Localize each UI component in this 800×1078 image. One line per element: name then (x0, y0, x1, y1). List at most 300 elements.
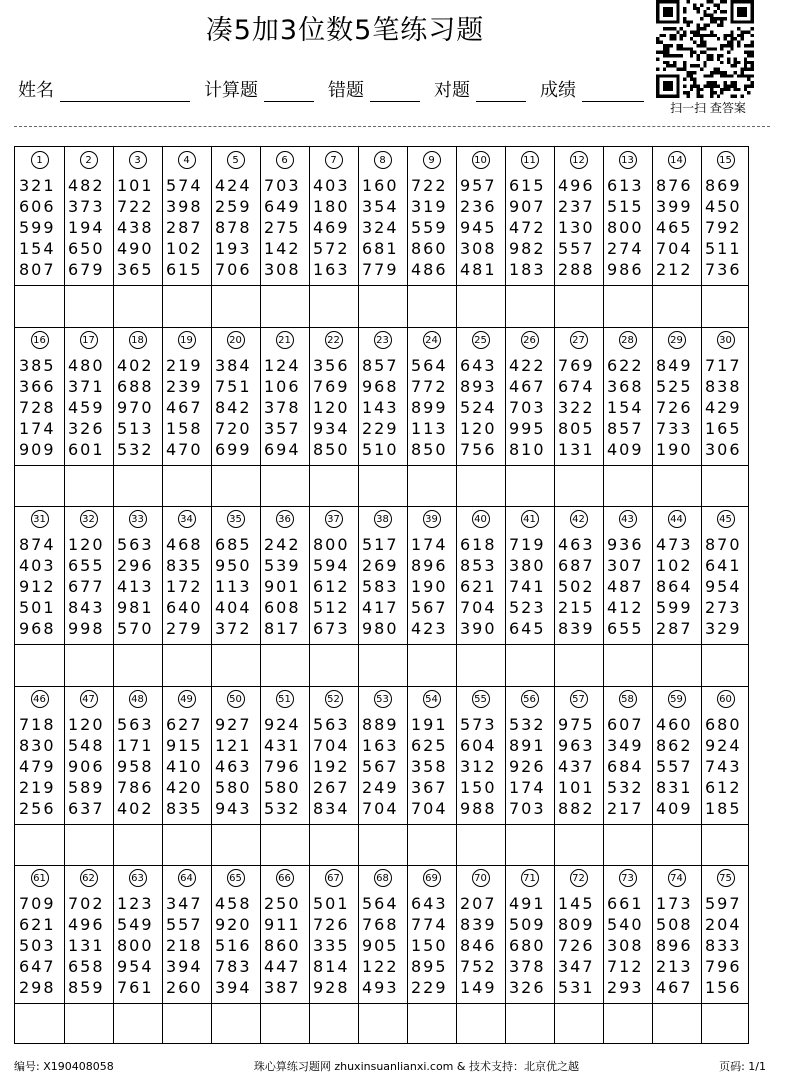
answer-cell[interactable] (113, 644, 162, 686)
problem-number-badge: 57 (570, 690, 588, 708)
addend-value: 859 (68, 978, 105, 997)
answer-cell[interactable] (15, 824, 64, 866)
problem-addends (166, 175, 203, 280)
answer-cell[interactable] (554, 644, 603, 686)
addend-value: 487 (607, 577, 644, 596)
addend-value: 809 (558, 915, 595, 934)
addend-value: 298 (19, 978, 56, 997)
problem-addends (313, 534, 350, 639)
answer-cell[interactable] (456, 1003, 505, 1045)
addend-value: 621 (460, 577, 497, 596)
addend-value: 796 (705, 957, 742, 976)
answer-cell[interactable] (652, 644, 701, 686)
answer-cell[interactable] (162, 285, 211, 327)
addend-value: 347 (166, 894, 203, 913)
addend-value: 385 (19, 355, 56, 375)
addend-value: 467 (656, 978, 693, 997)
addend-value: 510 (362, 439, 399, 459)
answer-cell[interactable] (64, 465, 113, 507)
addend-value: 306 (705, 439, 742, 459)
addend-value: 409 (656, 798, 693, 818)
problem-number-badge: 56 (521, 690, 539, 708)
answer-cell[interactable] (64, 285, 113, 327)
problem-number-badge: 40 (472, 510, 490, 528)
student-info-row (18, 70, 644, 102)
answer-cell[interactable] (603, 1003, 652, 1045)
answer-cell[interactable] (211, 285, 260, 327)
addend-value: 326 (68, 418, 105, 438)
answer-cell[interactable] (162, 1003, 211, 1045)
answer-cell[interactable] (505, 465, 554, 507)
addend-value: 927 (215, 714, 252, 734)
addend-value: 158 (166, 418, 203, 438)
addend-value: 681 (362, 239, 399, 258)
problem-number-badge: 70 (472, 869, 490, 887)
addend-value: 468 (166, 535, 203, 554)
addend-value: 358 (411, 756, 448, 776)
problem-number-badge: 75 (717, 869, 735, 887)
problem-addends (362, 893, 399, 998)
addend-value: 995 (509, 418, 546, 438)
answer-cell[interactable] (309, 285, 358, 327)
addend-value: 422 (509, 355, 546, 375)
answer-cell[interactable] (358, 824, 407, 866)
answer-cell[interactable] (113, 824, 162, 866)
answer-cell[interactable] (407, 824, 456, 866)
addend-value: 680 (705, 714, 742, 734)
grid-row-line (15, 686, 748, 687)
addend-value: 312 (460, 756, 497, 776)
addend-value: 926 (509, 756, 546, 776)
answer-cell[interactable] (701, 1003, 750, 1045)
answer-cell[interactable] (407, 285, 456, 327)
grid-column-line (407, 147, 408, 1043)
addend-value: 121 (215, 735, 252, 755)
addend-value: 508 (656, 915, 693, 934)
problem-addends (19, 355, 56, 460)
answer-cell[interactable] (162, 824, 211, 866)
addend-value: 467 (166, 397, 203, 417)
addend-value: 830 (19, 735, 56, 755)
answer-cell[interactable] (211, 824, 260, 866)
addend-value: 998 (68, 619, 105, 638)
answer-cell[interactable] (260, 465, 309, 507)
addend-value: 805 (558, 418, 595, 438)
addend-value: 643 (411, 894, 448, 913)
problem-number-badge: 49 (178, 690, 196, 708)
addend-value: 604 (460, 735, 497, 755)
problem-number-badge: 34 (178, 510, 196, 528)
addend-value: 658 (68, 957, 105, 976)
addend-value: 156 (705, 978, 742, 997)
addend-value: 833 (705, 936, 742, 955)
addend-value: 193 (215, 239, 252, 258)
answer-cell[interactable] (162, 465, 211, 507)
addend-value: 704 (656, 239, 693, 258)
addend-value: 857 (362, 355, 399, 375)
addend-value: 501 (313, 894, 350, 913)
addend-value: 174 (509, 777, 546, 797)
addend-value: 717 (705, 355, 742, 375)
problem-addends (509, 355, 546, 460)
problem-number-badge: 2 (80, 151, 98, 169)
addend-value: 491 (509, 894, 546, 913)
problem-addends (607, 534, 644, 639)
answer-cell[interactable] (652, 1003, 701, 1045)
problem-addends (656, 714, 693, 819)
problem-number-badge: 17 (80, 331, 98, 349)
addend-value: 174 (411, 535, 448, 554)
answer-cell[interactable] (456, 465, 505, 507)
addend-value: 893 (460, 376, 497, 396)
addend-value: 437 (558, 756, 595, 776)
answer-cell[interactable] (64, 644, 113, 686)
addend-value: 373 (68, 197, 105, 216)
addend-value: 275 (264, 218, 301, 237)
answer-cell[interactable] (358, 285, 407, 327)
addend-value: 726 (656, 397, 693, 417)
addend-value: 728 (19, 397, 56, 417)
grid-column-line (603, 147, 604, 1043)
problem-number-badge: 26 (521, 331, 539, 349)
addend-value: 597 (705, 894, 742, 913)
addend-value: 273 (705, 598, 742, 617)
addend-value: 878 (215, 218, 252, 237)
addend-value: 356 (313, 355, 350, 375)
problem-number-badge: 21 (276, 331, 294, 349)
addend-value: 557 (558, 239, 595, 258)
addend-value: 131 (558, 439, 595, 459)
problem-number-badge: 35 (227, 510, 245, 528)
addend-value: 699 (215, 439, 252, 459)
problem-addends (313, 893, 350, 998)
addend-value: 113 (215, 577, 252, 596)
problem-number-badge: 19 (178, 331, 196, 349)
answer-cell[interactable] (554, 465, 603, 507)
addend-value: 800 (313, 535, 350, 554)
problem-addends (460, 893, 497, 998)
addend-value: 583 (362, 577, 399, 596)
addend-value: 459 (68, 397, 105, 417)
addend-value: 954 (705, 577, 742, 596)
answer-cell[interactable] (505, 285, 554, 327)
answer-cell[interactable] (358, 1003, 407, 1045)
addend-value: 399 (656, 197, 693, 216)
addend-value: 557 (166, 915, 203, 934)
addend-value: 817 (264, 619, 301, 638)
qr-code-icon[interactable] (656, 0, 754, 98)
score-field[interactable] (582, 79, 644, 102)
addend-value: 288 (558, 260, 595, 279)
addend-value: 160 (362, 176, 399, 195)
addend-value: 120 (68, 714, 105, 734)
problem-number-badge: 71 (521, 869, 539, 887)
problem-number-badge: 6 (276, 151, 294, 169)
problem-number-badge: 53 (374, 690, 392, 708)
addend-value: 237 (558, 197, 595, 216)
addend-value: 936 (607, 535, 644, 554)
addend-value: 192 (313, 756, 350, 776)
addend-value: 615 (509, 176, 546, 195)
answer-cell[interactable] (309, 1003, 358, 1045)
answer-cell[interactable] (15, 285, 64, 327)
addend-value: 906 (68, 756, 105, 776)
answer-cell[interactable] (309, 824, 358, 866)
addend-value: 559 (411, 218, 448, 237)
name-field[interactable] (60, 79, 190, 102)
calc-count-field[interactable] (264, 79, 314, 102)
addend-value: 398 (166, 197, 203, 216)
addend-value: 835 (166, 798, 203, 818)
answer-cell[interactable] (15, 644, 64, 686)
problem-number-badge: 12 (570, 151, 588, 169)
grid-column-line (358, 147, 359, 1043)
addend-value: 502 (558, 577, 595, 596)
wrong-count-label: 错题 (328, 80, 364, 101)
problem-addends (117, 175, 154, 280)
addend-value: 736 (705, 260, 742, 279)
addend-value: 106 (264, 376, 301, 396)
addend-value: 950 (215, 556, 252, 575)
addend-value: 599 (656, 598, 693, 617)
problem-addends (166, 534, 203, 639)
addend-value: 349 (607, 735, 644, 755)
problem-number-badge: 3 (129, 151, 147, 169)
answer-cell[interactable] (554, 1003, 603, 1045)
problem-number-badge: 36 (276, 510, 294, 528)
answer-cell[interactable] (505, 824, 554, 866)
answer-cell[interactable] (64, 824, 113, 866)
addend-value: 857 (607, 418, 644, 438)
answer-cell[interactable] (162, 644, 211, 686)
answer-cell[interactable] (652, 465, 701, 507)
footer-page: 页码: 1/1 (719, 1060, 766, 1073)
addend-value: 242 (264, 535, 301, 554)
answer-cell[interactable] (603, 644, 652, 686)
answer-cell[interactable] (407, 1003, 456, 1045)
problem-number-badge: 30 (717, 331, 735, 349)
addend-value: 287 (166, 218, 203, 237)
addend-value: 702 (68, 894, 105, 913)
addend-value: 889 (362, 714, 399, 734)
problem-number-badge: 15 (717, 151, 735, 169)
problem-addends (411, 175, 448, 280)
addend-value: 447 (264, 957, 301, 976)
answer-cell[interactable] (260, 1003, 309, 1045)
addend-value: 743 (705, 756, 742, 776)
answer-cell[interactable] (456, 285, 505, 327)
addend-value: 612 (705, 777, 742, 797)
problem-grid (14, 146, 749, 1044)
problem-number-badge: 33 (129, 510, 147, 528)
addend-value: 470 (166, 439, 203, 459)
addend-value: 378 (264, 397, 301, 417)
problem-addends (705, 714, 742, 819)
grid-column-line (505, 147, 506, 1043)
addend-value: 687 (558, 556, 595, 575)
addend-value: 709 (19, 894, 56, 913)
addend-value: 402 (117, 355, 154, 375)
problem-number-badge: 66 (276, 869, 294, 887)
answer-cell[interactable] (603, 824, 652, 866)
grid-column-line (701, 147, 702, 1043)
answer-cell[interactable] (603, 285, 652, 327)
answer-cell[interactable] (15, 1003, 64, 1045)
problem-number-badge: 39 (423, 510, 441, 528)
answer-cell[interactable] (554, 285, 603, 327)
addend-value: 567 (362, 756, 399, 776)
answer-cell[interactable] (407, 644, 456, 686)
problem-number-badge: 69 (423, 869, 441, 887)
grid-column-line (162, 147, 163, 1043)
addend-value: 834 (313, 798, 350, 818)
addend-value: 703 (509, 798, 546, 818)
answer-cell[interactable] (309, 465, 358, 507)
answer-cell[interactable] (505, 1003, 554, 1045)
addend-value: 394 (166, 957, 203, 976)
answer-cell[interactable] (701, 824, 750, 866)
answer-cell[interactable] (309, 644, 358, 686)
addend-value: 287 (656, 619, 693, 638)
grid-row-line (15, 506, 748, 507)
answer-cell[interactable] (260, 824, 309, 866)
answer-cell[interactable] (113, 285, 162, 327)
addend-value: 655 (607, 619, 644, 638)
addend-value: 256 (19, 798, 56, 818)
addend-value: 215 (558, 598, 595, 617)
cut-line-divider (14, 126, 770, 127)
problem-number-badge: 46 (31, 690, 49, 708)
answer-cell[interactable] (652, 285, 701, 327)
addend-value: 532 (607, 777, 644, 797)
problem-addends (19, 175, 56, 280)
addend-value: 901 (264, 577, 301, 596)
answer-cell[interactable] (701, 465, 750, 507)
problem-number-badge: 43 (619, 510, 637, 528)
answer-cell[interactable] (113, 1003, 162, 1045)
problem-number-badge: 27 (570, 331, 588, 349)
answer-cell[interactable] (456, 824, 505, 866)
addend-value: 580 (264, 777, 301, 797)
addend-value: 463 (215, 756, 252, 776)
answer-cell[interactable] (456, 644, 505, 686)
problem-addends (166, 893, 203, 998)
answer-cell[interactable] (701, 644, 750, 686)
addend-value: 404 (215, 598, 252, 617)
addend-value: 513 (117, 418, 154, 438)
addend-value: 726 (558, 936, 595, 955)
addend-value: 480 (68, 355, 105, 375)
answer-cell[interactable] (260, 644, 309, 686)
answer-cell[interactable] (603, 465, 652, 507)
answer-cell[interactable] (260, 285, 309, 327)
problem-addends (411, 355, 448, 460)
addend-value: 573 (460, 714, 497, 734)
grid-row-line (15, 865, 748, 866)
problem-addends (509, 893, 546, 998)
addend-value: 722 (411, 176, 448, 195)
problem-number-badge: 67 (325, 869, 343, 887)
addend-value: 982 (509, 239, 546, 258)
answer-cell[interactable] (113, 465, 162, 507)
answer-cell[interactable] (15, 465, 64, 507)
problem-number-badge: 31 (31, 510, 49, 528)
addend-value: 810 (509, 439, 546, 459)
right-count-field[interactable] (476, 79, 526, 102)
addend-value: 924 (705, 735, 742, 755)
answer-cell[interactable] (652, 824, 701, 866)
addend-value: 496 (68, 915, 105, 934)
problem-addends (19, 893, 56, 998)
problem-number-badge: 38 (374, 510, 392, 528)
addend-value: 647 (19, 957, 56, 976)
addend-value: 390 (460, 619, 497, 638)
problem-addends (705, 175, 742, 280)
addend-value: 149 (460, 978, 497, 997)
addend-value: 706 (215, 260, 252, 279)
problem-number-badge: 13 (619, 151, 637, 169)
score-label: 成绩 (540, 80, 576, 101)
addend-value: 308 (460, 239, 497, 258)
answer-cell[interactable] (505, 644, 554, 686)
addend-value: 120 (460, 418, 497, 438)
addend-value: 606 (19, 197, 56, 216)
answer-cell[interactable] (554, 824, 603, 866)
answer-cell[interactable] (358, 465, 407, 507)
answer-cell[interactable] (64, 1003, 113, 1045)
problem-addends (460, 714, 497, 819)
answer-cell[interactable] (358, 644, 407, 686)
addend-value: 986 (607, 260, 644, 279)
answer-cell[interactable] (701, 285, 750, 327)
addend-value: 142 (264, 239, 301, 258)
addend-value: 896 (411, 556, 448, 575)
addend-value: 163 (362, 735, 399, 755)
addend-value: 842 (215, 397, 252, 417)
addend-value: 319 (411, 197, 448, 216)
addend-value: 465 (656, 218, 693, 237)
addend-value: 621 (19, 915, 56, 934)
addend-value: 467 (509, 376, 546, 396)
addend-value: 367 (411, 777, 448, 797)
problem-addends (117, 355, 154, 460)
addend-value: 677 (68, 577, 105, 596)
answer-cell[interactable] (211, 644, 260, 686)
problem-number-badge: 58 (619, 690, 637, 708)
answer-cell[interactable] (211, 1003, 260, 1045)
addend-value: 650 (68, 239, 105, 258)
problem-number-badge: 18 (129, 331, 147, 349)
addend-value: 173 (656, 894, 693, 913)
addend-value: 680 (509, 936, 546, 955)
problem-number-badge: 5 (227, 151, 245, 169)
answer-cell[interactable] (407, 465, 456, 507)
addend-value: 831 (656, 777, 693, 797)
addend-value: 260 (166, 978, 203, 997)
addend-value: 479 (19, 756, 56, 776)
addend-value: 171 (117, 735, 154, 755)
addend-value: 212 (656, 260, 693, 279)
grid-column-line (260, 147, 261, 1043)
answer-cell[interactable] (211, 465, 260, 507)
addend-value: 431 (264, 735, 301, 755)
addend-value: 501 (19, 598, 56, 617)
addend-value: 557 (656, 756, 693, 776)
addend-value: 911 (264, 915, 301, 934)
addend-value: 496 (558, 176, 595, 195)
addend-value: 394 (215, 978, 252, 997)
wrong-count-field[interactable] (370, 79, 420, 102)
